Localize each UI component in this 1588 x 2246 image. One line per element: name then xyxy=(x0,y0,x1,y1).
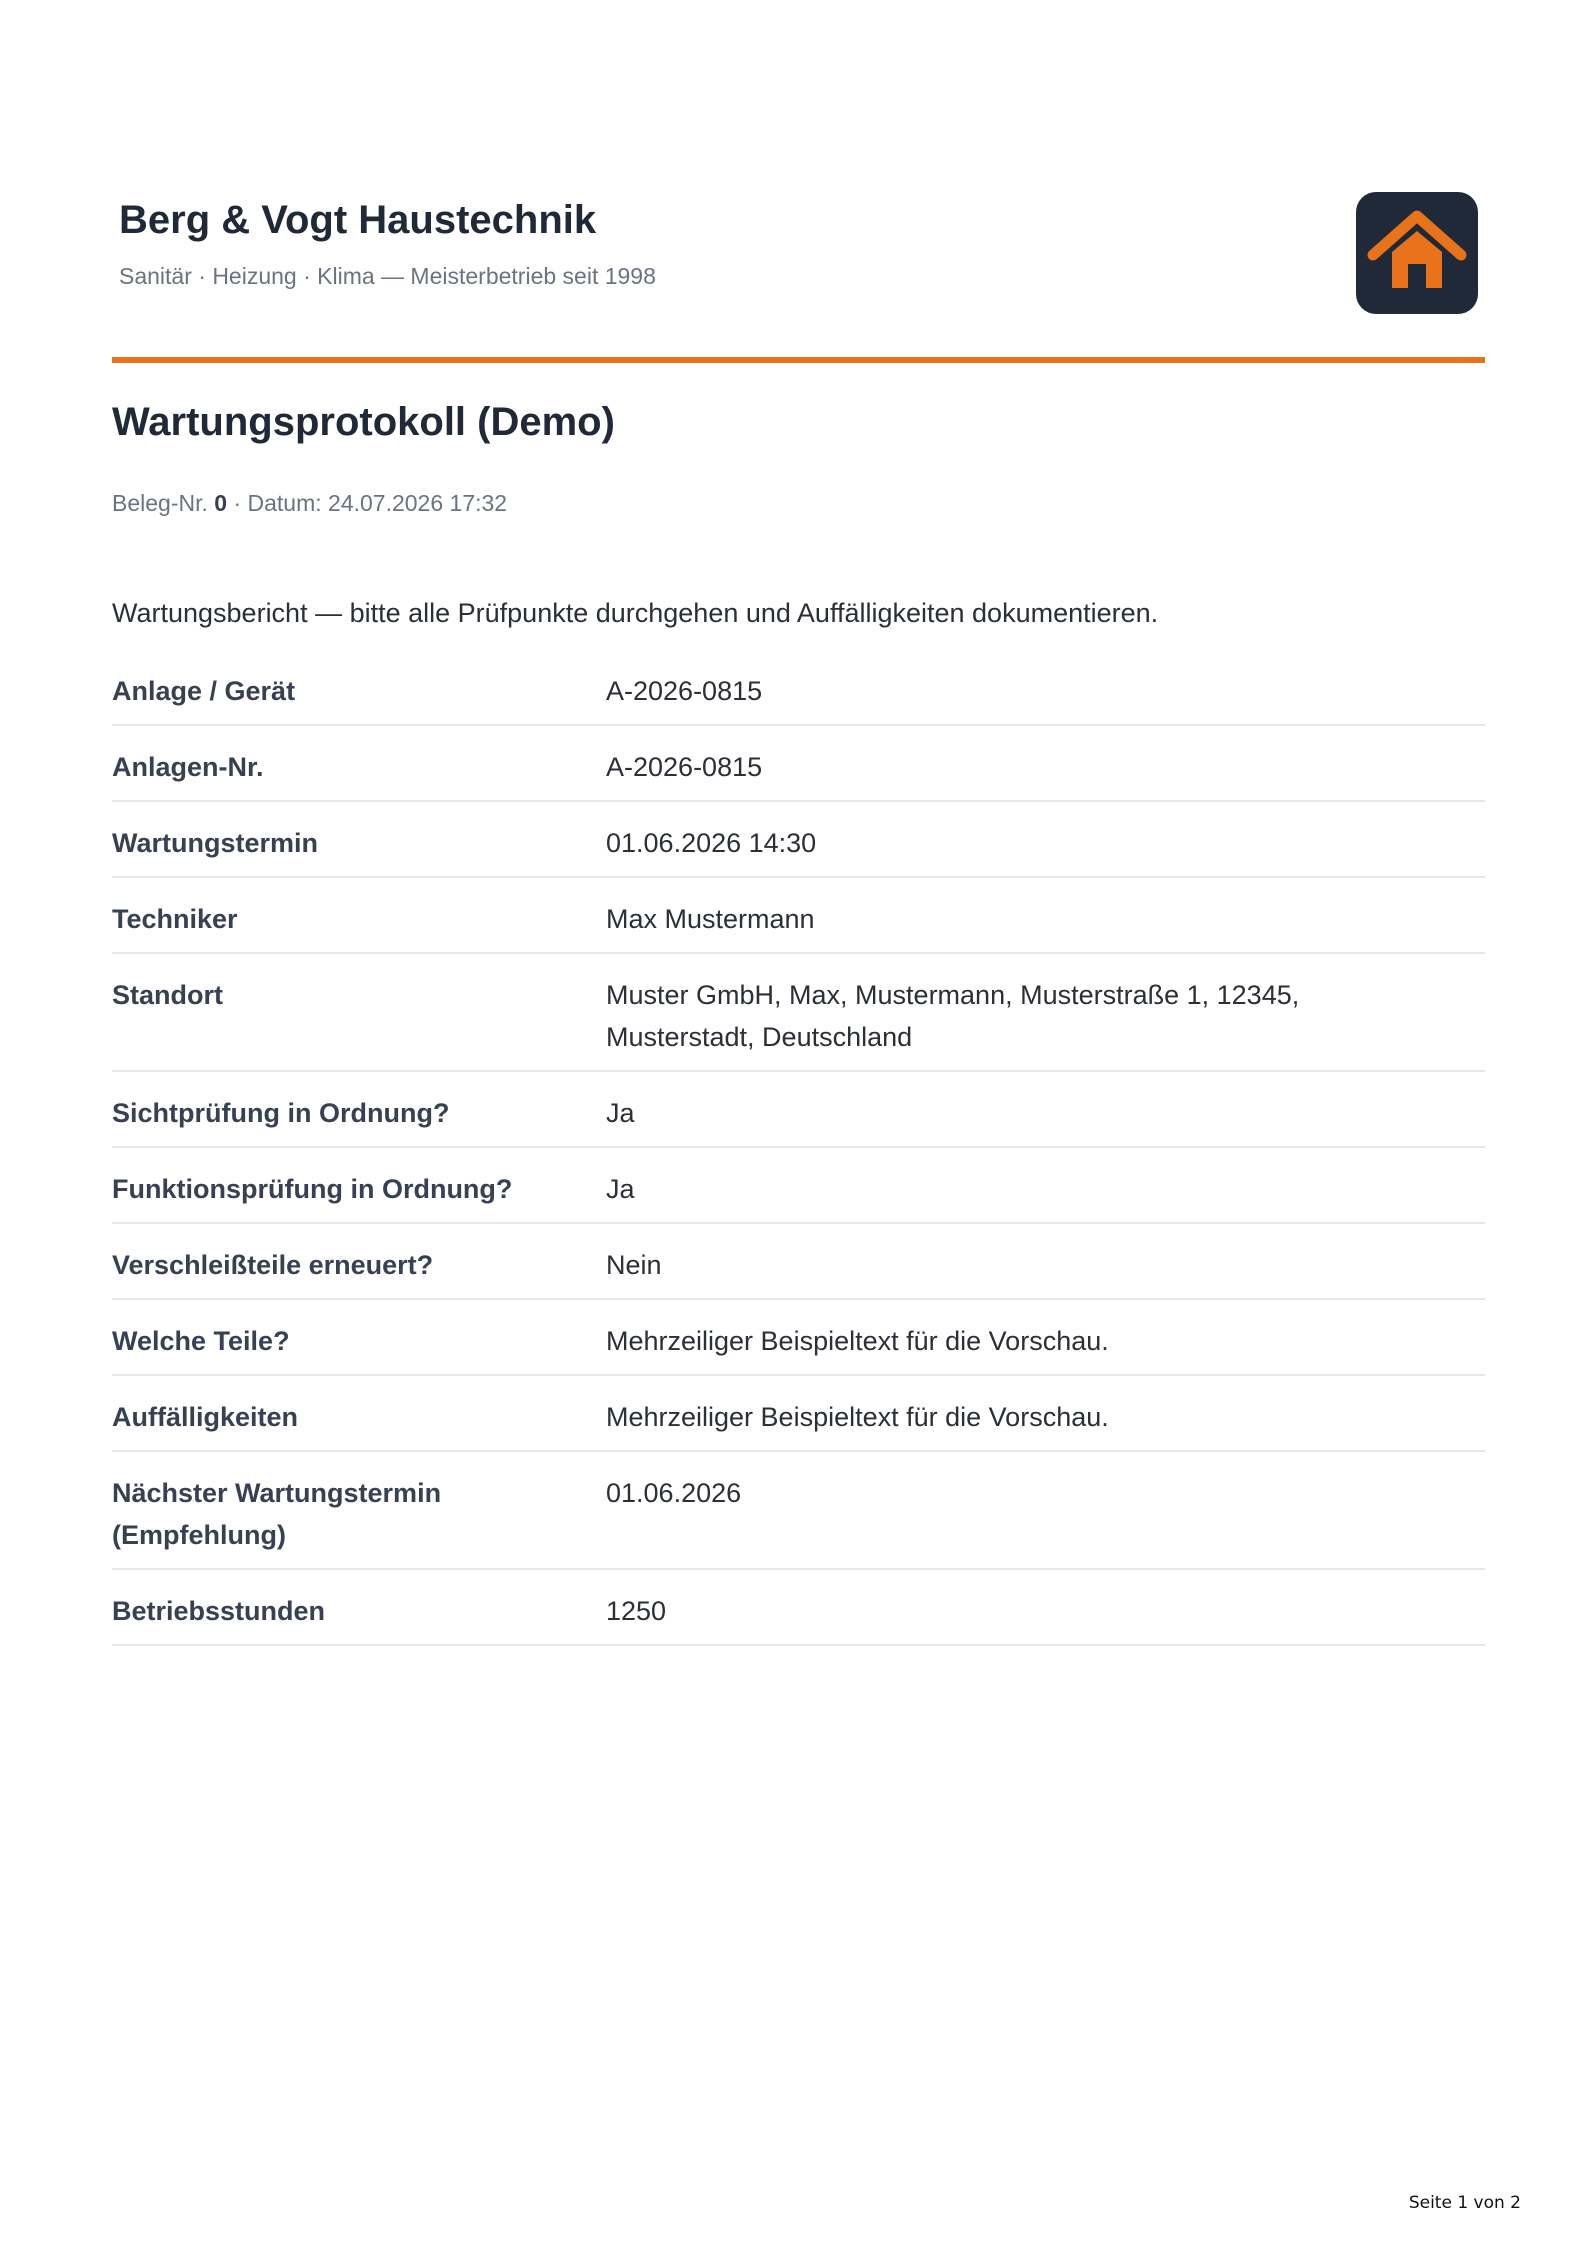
letterhead xyxy=(112,186,1484,366)
field-row-auffaelligkeiten xyxy=(112,1376,1485,1452)
document-meta xyxy=(112,490,507,517)
field-label: Anlage / Gerät xyxy=(112,676,296,706)
document-date: · Datum: 24.07.2026 17:32 xyxy=(233,490,508,516)
field-label: Welche Teile? xyxy=(112,1326,290,1356)
field-value: Nein xyxy=(606,1250,662,1280)
receipt-number: 0 xyxy=(214,490,228,516)
field-row-anlage xyxy=(112,650,1485,726)
field-label: Verschleißteile erneuert? xyxy=(112,1250,434,1280)
company-tagline: Sanitär · Heizung · Klima — Meisterbetrieb seit 1998 xyxy=(119,263,656,289)
field-label: Anlagen-Nr. xyxy=(112,752,264,782)
field-value: 1250 xyxy=(606,1596,667,1626)
company-logo xyxy=(1356,192,1478,314)
field-row-techniker xyxy=(112,878,1485,954)
field-value: A-2026-0815 xyxy=(606,752,763,782)
intro-text: Wartungsbericht — bitte alle Prüfpunkte durchgehen und Auffälligkeiten dokumentieren. xyxy=(112,598,1159,628)
document-title: Wartungsprotokoll (Demo) xyxy=(112,400,615,444)
field-row-standort xyxy=(112,954,1485,1072)
field-label: Betriebsstunden xyxy=(112,1596,326,1626)
field-row-naechster-termin xyxy=(112,1452,1485,1570)
receipt-label: Beleg-Nr. xyxy=(112,490,208,516)
field-row-betriebsstunden xyxy=(112,1570,1485,1646)
field-label: Techniker xyxy=(112,904,238,934)
field-label: Sichtprüfung in Ordnung? xyxy=(112,1098,450,1128)
field-value: Muster GmbH, Max, Mustermann, Musterstraße 1, 12345, Musterstadt, Deutschland xyxy=(606,980,1300,1052)
field-label: Nächster Wartungstermin (Empfehlung) xyxy=(112,1478,442,1550)
field-value: Ja xyxy=(606,1098,635,1128)
field-value: Mehrzeiliger Beispieltext für die Vorschau. xyxy=(606,1326,1109,1356)
field-value: Max Mustermann xyxy=(606,904,815,934)
field-value: 01.06.2026 xyxy=(606,1478,742,1508)
field-value: A-2026-0815 xyxy=(606,676,763,706)
field-row-sichtpruefung xyxy=(112,1072,1485,1148)
field-row-funktionspruefung xyxy=(112,1148,1485,1224)
field-label: Funktionsprüfung in Ordnung? xyxy=(112,1174,513,1204)
field-table xyxy=(112,650,1485,1646)
field-label: Standort xyxy=(112,980,223,1010)
field-row-verschleissteile xyxy=(112,1224,1485,1300)
field-row-welche-teile xyxy=(112,1300,1485,1376)
company-name: Berg & Vogt Haustechnik xyxy=(119,198,597,242)
field-row-anlagen-nr xyxy=(112,726,1485,802)
house-icon xyxy=(1356,192,1478,314)
field-value: 01.06.2026 14:30 xyxy=(606,828,817,858)
field-row-wartungstermin xyxy=(112,802,1485,878)
field-value: Ja xyxy=(606,1174,635,1204)
field-label: Wartungstermin xyxy=(112,828,319,858)
field-value: Mehrzeiliger Beispieltext für die Vorschau. xyxy=(606,1402,1109,1432)
page-number: Seite 1 von 2 xyxy=(1408,2193,1521,2213)
accent-divider xyxy=(112,357,1485,363)
field-label: Auffälligkeiten xyxy=(112,1402,299,1432)
